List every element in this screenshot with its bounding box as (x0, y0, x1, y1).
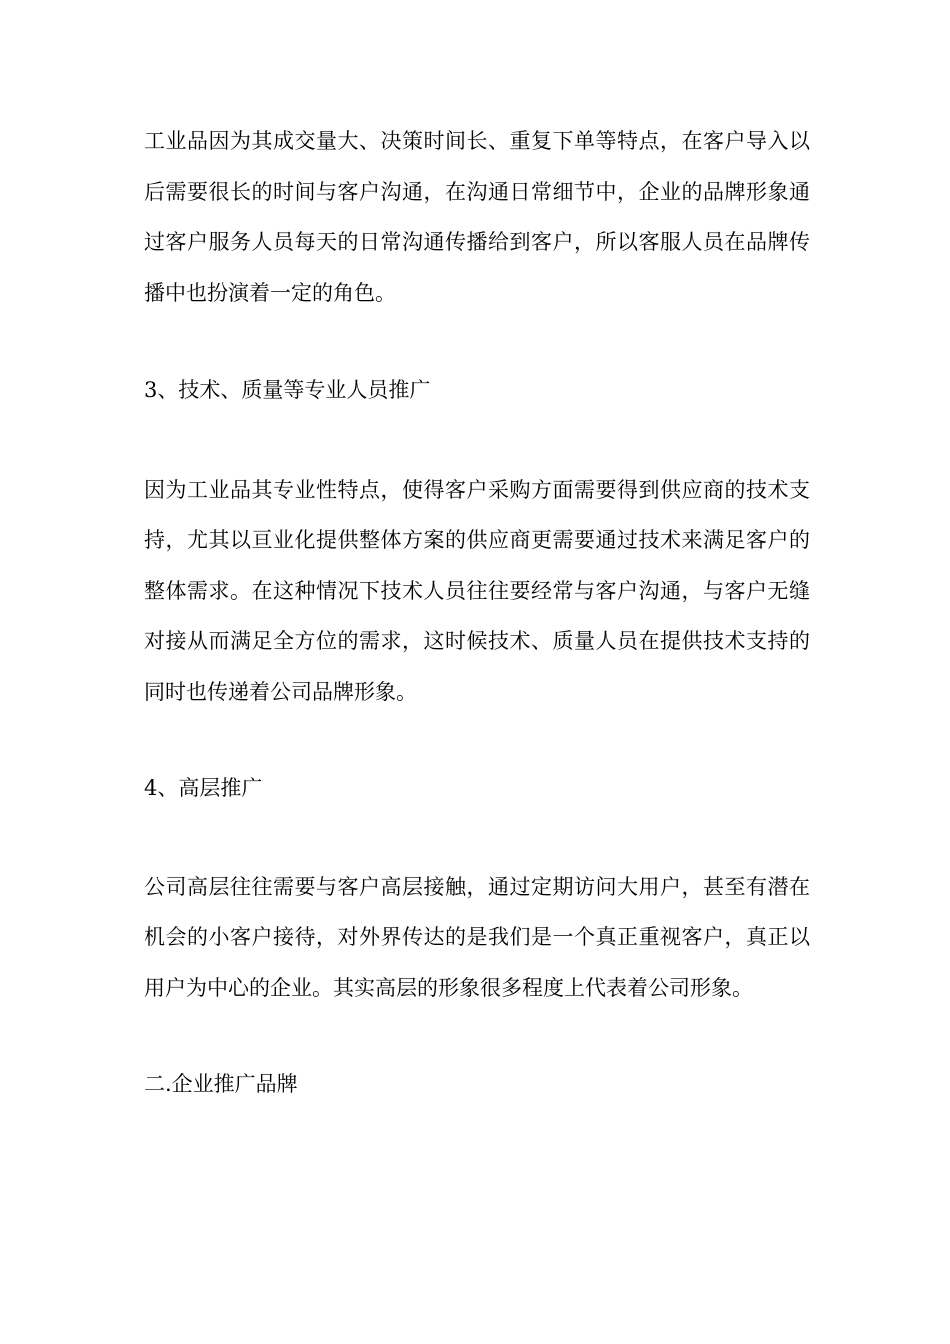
heading-executive-promotion: 4、高层推广 (144, 776, 263, 800)
document-body (144, 116, 810, 1110)
paragraph-technical-support: 因为工业品其专业性特点，使得客户采购方面需要得到供应商的技术支持，尤其以亘业化提供整体方案的供应商更需要通过技术来满足客户的整体需求。在这种情况下技术人员往往要经常与客户沟通，与客户无缝对接从而满足全方位的需求，这时候技术、质量人员在提供技术支持的同时也传递着公司品牌形象。 (144, 477, 810, 704)
heading-technical-promotion: 3、技术、质量等专业人员推广 (144, 378, 431, 402)
paragraph-executive-contact: 公司高层往往需要与客户高层接触，通过定期访问大用户，甚至有潜在机会的小客户接待，对外界传达的是我们是一个真正重视客户，真正以用户为中心的企业。其实高层的形象很多程度上代表着公司形象。 (144, 874, 810, 1000)
paragraph-customer-service: 工业品因为其成交量大、决策时间长、重复下单等特点，在客户导入以后需要很长的时间与客户沟通，在沟通日常细节中，企业的品牌形象通过客户服务人员每天的日常沟通传播给到客户，所以客服人员在品牌传播中也扮演着一定的角色。 (144, 129, 810, 305)
heading-enterprise-brand-promotion: 二.企业推广品牌 (144, 1072, 298, 1096)
